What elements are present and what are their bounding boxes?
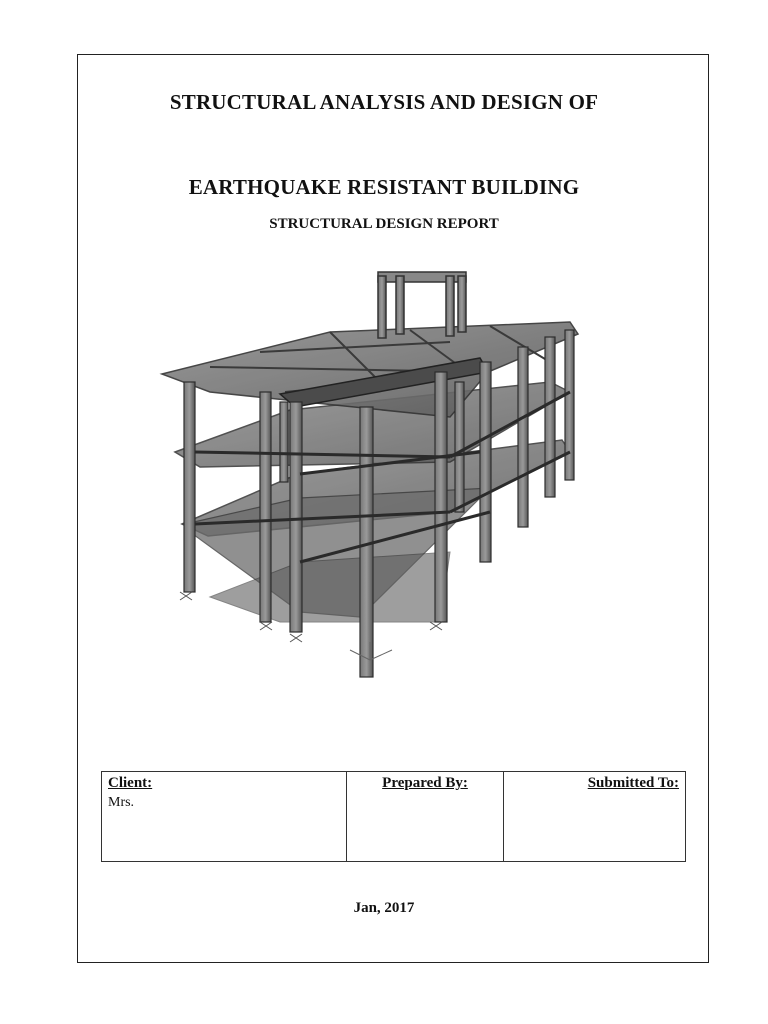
- report-title-line-2: EARTHQUAKE RESISTANT BUILDING: [188, 175, 580, 199]
- client-label: Client:: [108, 775, 153, 791]
- building-model-figure: [150, 262, 590, 682]
- building-frame-3d-icon: [150, 262, 590, 682]
- report-subtitle: STRUCTURAL DESIGN REPORT: [269, 216, 499, 232]
- report-info-table: [101, 771, 686, 862]
- submitted-to-label: Submitted To:: [587, 775, 679, 791]
- prepared-by-cell: [347, 772, 504, 862]
- prepared-by-label: Prepared By:: [382, 775, 468, 791]
- client-value: Mrs.: [108, 795, 135, 810]
- report-date: Jan, 2017: [353, 900, 415, 916]
- client-cell: [102, 772, 347, 862]
- submitted-to-cell: [504, 772, 686, 862]
- report-title-line-1: STRUCTURAL ANALYSIS AND DESIGN OF: [169, 90, 599, 114]
